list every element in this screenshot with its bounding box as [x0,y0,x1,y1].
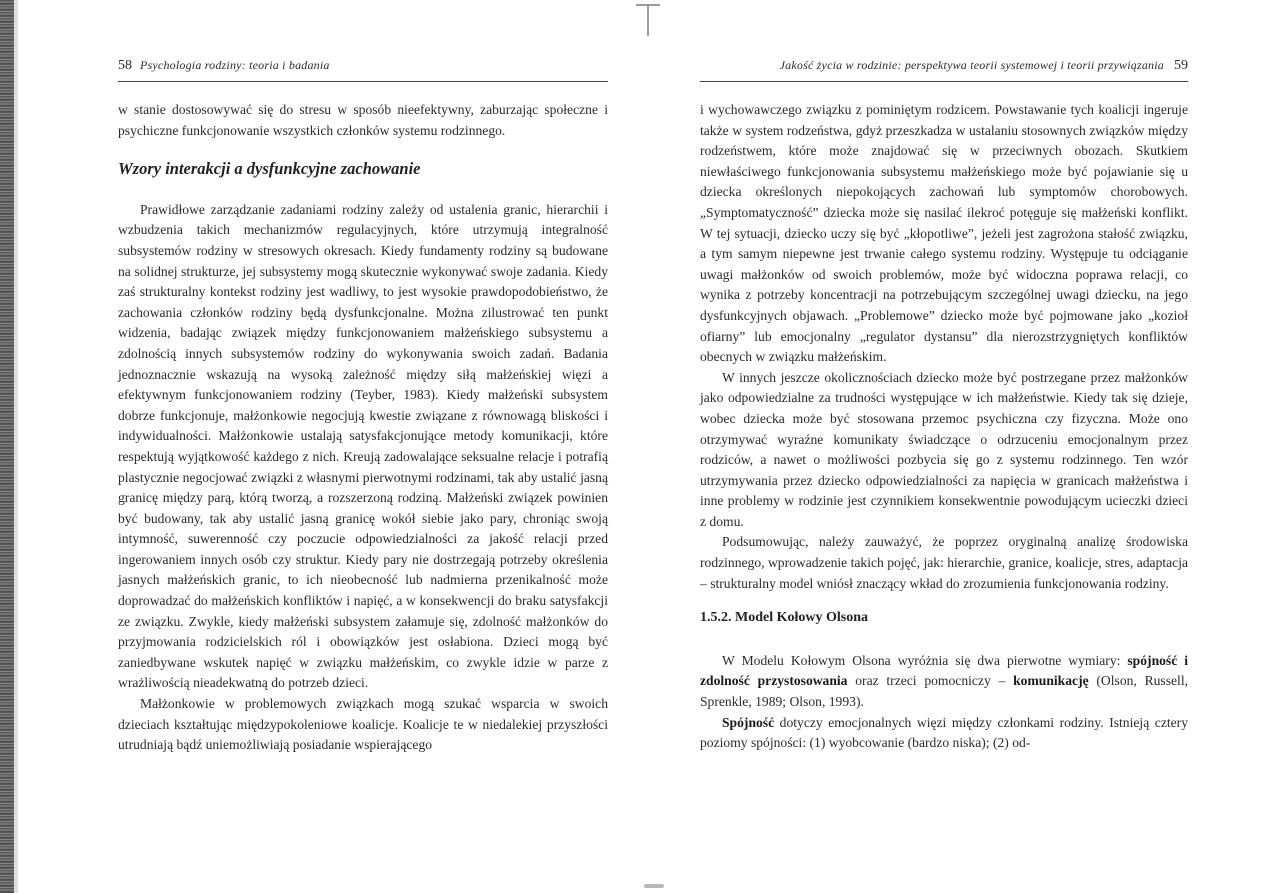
right-paragraph-2: W innych jeszcze okolicznościach dziecko może być postrzegane przez małżonków jako odpowiedzialne za trudności występujące w ich małżeństwie. Kiedy tak się dzieje, wobec dziecka może być stosowana przemoc psychiczna czy fizyczna. Może ono otrzymywać wyraźne komunikaty świadczące o odrzuceniu emocjonalnym przez rodziców, a nawet o możliwości pozbycia się go z systemu rodzinnego. Ten wzór utrzymywania przez dziecko odpowiedzialności za napięcia w granicach małżeństwa i inne problemy w rodzinie jest czynnikiem konsekwentnie powodującym ucieczki dzieci z domu. [700,369,1188,529]
left-page-number: 58 [118,58,132,73]
bottom-mark [644,884,664,888]
left-page-body [118,100,608,756]
right-paragraph-1: i wychowawczego związku z pominiętym rodzicem. Powstawanie tych koalicji ingeruje także w system rodzeństwa, gdyż przeszkadza w ustalaniu stosownych związków między rodzeństwem, które może znajdować się w przeciwnych obozach. Skutkiem niewłaściwego funkcjonowania subsystemu małżeńskiego może być pojawianie się u dziecka określonych niepokojących zachowań lub symptomów chorobowych. „Symptomatyczność” dziecka może się nasilać ilekroć potęguje się małżeński konflikt. W tej sytuacji, dziecko uczy się być „kłopotliwe”, jeżeli jest zagrożona stałość związku, a tym samym niepewne jest trwanie całego systemu rodziny. Występuje tu odciąganie uwagi małżonków od swoich problemów, może być widoczna poprawa relacji, co wynika z potrzeby koncentracji na potrzebującym szczególnej uwagi dziecku, na jego dysfunkcyjnych objawach. „Problemowe” dziecko może być pojmowane jako „kozioł ofiarny” lub emocjonalny „regulator dystansu” dla nierozstrzygniętych konfliktów obecnych w związku małżeńskim. [700,102,1188,365]
scan-edge [0,0,14,893]
left-page [118,58,608,756]
right-page-number: 59 [1174,58,1188,73]
scan-edge-shadow [14,0,18,893]
olson-paragraph-2 [700,713,1188,754]
right-running-title: Jakość życia w rodzinie: perspektywa teorii systemowej i teorii przywiązania [779,58,1164,72]
section-heading-olson: 1.5.2. Model Kołowy Olsona [700,610,869,626]
olson-paragraph-1 [700,651,1188,713]
olson-text-d: (Olson, Russell, Sprenkle, 1989; Olson, 1993). [700,673,1188,710]
olson-term-communication: komunikację [1013,673,1089,689]
section-heading-interactions: Wzory interakcji a dysfunkcyjne zachowanie [118,159,421,179]
left-page-header [118,58,608,82]
olson-text-c: oraz trzeci pomocniczy – [847,673,1014,689]
olson-term-cohesion: spójność i zdolność przystosowania [700,652,1189,689]
right-page-header [700,58,1188,82]
left-paragraph-1: Prawidłowe zarządzanie zadaniami rodziny zależy od ustalenia granic, hierarchii i wzbudzenia takich mechanizmów regulacyjnych, które utrzymują integralność subsystemów rodziny w stresowych okresach. Kiedy fundamenty rodziny są budowane na solidnej strukturze, jej subsystemy mogą skutecznie wykonywać swoje zadania. Kiedy zaś strukturalny kontekst rodziny jest wadliwy, to jest wysokie prawdopodobieństwo, że zachowania członków rodziny będą dysfunkcjonalne. Można zilustrować ten punkt widzenia, badając związek między funkcjonowaniem małżeńskiego subsystemu a zdolnością innych subsystemów rodziny do wykonywania swoich zadań. Badania jednoznacznie wskazują na wysoką zależność między siłą małżeńskiej więzi a efektywnym funkcjonowaniem rodziny (Teyber, 1983). Kiedy małżeński subsystem dobrze funkcjonuje, małżonkowie negocjują kwestie związane z równowagą bliskości i indywidualności. Małżonkowie ustalają satysfakcjonujące metody komunikacji, które respektują wyjątkowość każdego z nich. Kreują zadowalające seksualne relacje i potrafią plastycznie negocjować związki z własnymi pierwotnymi rodzinami, tak aby ustalić jasną granicę między parą, którą tworzą, a rozszerzoną rodziną. Małżeński związek powinien być budowany, tak aby ustalić jasną granicę wokół siebie jako pary, chroniąc swoją intymność, suwerenność czy poczucie odpowiedzialności za jakość relacji przed ingerowaniem innych osób czy struktur. Kiedy pary nie dostrzegają potrzeby określenia jasnych małżeńskich granic, to ich nieobecność lub nadmierna przenikalność może doprowadzać do małżeńskich konfliktów i napięć, a w konsekwencji do braku satysfakcji ze związku. Zwykle, kiedy małżeński subsystem załamuje się, zdolność małżonków do przyjmowania rodzicielskich ról i obowiązków jest osłabiona. Dzieci mogą być zaniedbywane wskutek napięć w związku małżeńskim, co zwykle idzie w parze z wrażliwością nieadekwatną do potrzeb dzieci. [118,201,608,691]
right-paragraph-3: Podsumowując, należy zauważyć, że poprzez oryginalną analizę środowiska rodzinnego, wprowadzenie takich pojęć, jak: hierarchie, granice, koalicje, stres, adaptacja – strukturalny model wniósł znaczący wkład do zrozumienia funkcjonowania rodziny. [700,534,1189,591]
olson-text-a: W Modelu Kołowym Olsona wyróżnia się dwa pierwotne wymiary: [722,652,1128,668]
left-running-title: Psychologia rodziny: teoria i badania [140,58,330,72]
olson-term-spojnosc: Spójność [722,714,775,730]
left-intro-paragraph: w stanie dostosowywać się do stresu w sposób nieefektywny, zaburzając społeczne i psychiczne funkcjonowanie wszystkich członków systemu rodzinnego. [118,102,608,138]
right-page [700,58,1188,754]
binding-mark [628,0,668,40]
right-page-body [700,100,1188,754]
olson-text-rest: dotyczy emocjonalnych więzi między członkami rodziny. Istnieją cztery poziomy spójności: (1) wyobcowanie (bardzo niska); (2) od- [700,714,1188,751]
left-paragraph-2: Małżonkowie w problemowych związkach mogą szukać wsparcia w swoich dzieciach kształtując międzypokoleniowe koalicje. Koalicje te w niedalekiej przyszłości utrudniają bądź uniemożliwiają posiadanie wspierającego [118,696,608,753]
